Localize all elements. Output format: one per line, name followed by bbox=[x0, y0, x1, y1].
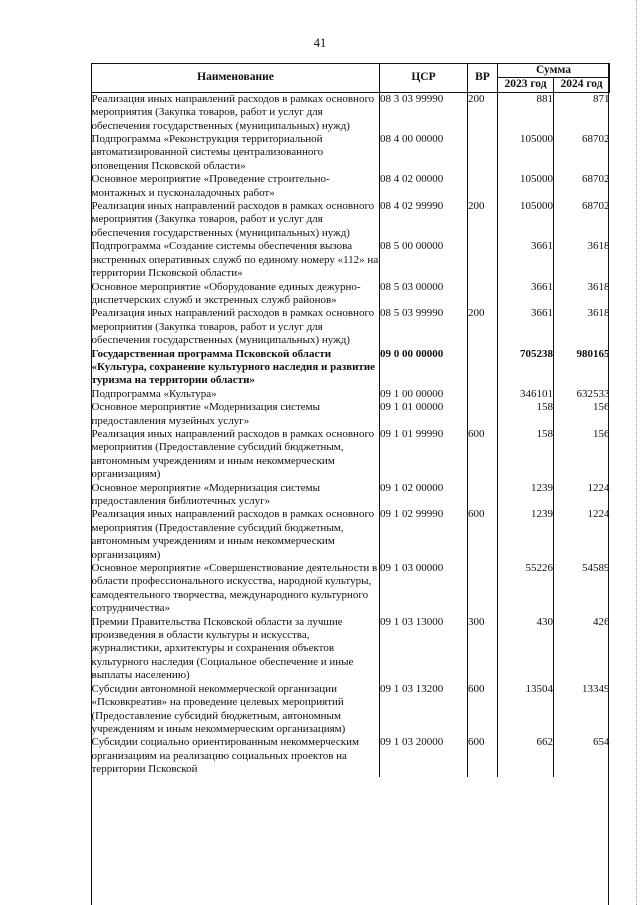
page-edge-line bbox=[636, 0, 637, 905]
row-amount-2024: 68702 bbox=[554, 173, 610, 200]
row-name: Субсидии автономной некоммерческой организации «Псковкреатив» на проведение целевых мероприятий (Предоставление субсидий бюджетным, автономным учреждениям и иным некоммерческим организациям) bbox=[91, 682, 346, 735]
table-left-border bbox=[91, 63, 92, 905]
table-row bbox=[92, 482, 610, 509]
row-name: Реализация иных направлений расходов в рамках основного мероприятия (Закупка товаров, работ и услуг для обеспечения государственных (муниципальных) нужд) bbox=[91, 307, 375, 347]
budget-table bbox=[91, 63, 610, 777]
row-vr: 600 bbox=[468, 683, 498, 737]
table-row bbox=[92, 173, 610, 200]
row-name: Реализация иных направлений расходов в рамках основного мероприятия (Предоставление субсидий бюджетным, автономным учреждениям и иным некоммерческим организациям) bbox=[91, 427, 375, 481]
row-amount-2023: 158 bbox=[498, 401, 554, 428]
row-csr: 08 5 00 00000 bbox=[380, 240, 468, 280]
row-name: Основное мероприятие «Проведение строительно-монтажных и пусконаладочных работ» bbox=[91, 173, 330, 199]
row-csr: 09 1 03 20000 bbox=[380, 736, 468, 776]
row-amount-2024: 426 bbox=[554, 616, 610, 683]
row-vr bbox=[468, 482, 498, 509]
table-row bbox=[92, 200, 610, 240]
row-csr: 09 1 01 99990 bbox=[380, 428, 468, 482]
row-amount-2023: 1239 bbox=[498, 482, 554, 509]
table-row bbox=[92, 133, 610, 173]
row-amount-2023: 3661 bbox=[498, 240, 554, 280]
table-row bbox=[92, 562, 610, 616]
row-vr bbox=[468, 388, 498, 401]
row-vr: 300 bbox=[468, 616, 498, 683]
table-row bbox=[92, 348, 610, 388]
row-amount-2024: 156 bbox=[554, 428, 610, 482]
row-name: Премии Правительства Псковской области за лучшие произведения в области культуры и искусства, журналистики, архитектуры и сохранения объектов культурного наследия (Социальное обеспечение и иные выплаты населению) bbox=[91, 615, 354, 682]
row-amount-2024: 3618 bbox=[554, 281, 610, 308]
header-vr: ВР bbox=[468, 64, 498, 93]
row-csr: 09 1 01 00000 bbox=[380, 401, 468, 428]
row-amount-2024: 1224 bbox=[554, 482, 610, 509]
row-name: Основное мероприятие «Модернизация системы предоставления библиотечных услуг» bbox=[91, 481, 321, 507]
row-vr bbox=[468, 562, 498, 616]
table-row bbox=[92, 508, 610, 562]
row-vr bbox=[468, 173, 498, 200]
table-row bbox=[92, 616, 610, 683]
table-row bbox=[92, 428, 610, 482]
row-csr: 09 1 03 00000 bbox=[380, 562, 468, 616]
row-name: Государственная программа Псковской области «Культура, сохранение культурного наследия и развитие туризма на территории области» bbox=[91, 347, 376, 387]
row-vr: 600 bbox=[468, 508, 498, 562]
row-name: Реализация иных направлений расходов в рамках основного мероприятия (Предоставление субсидий бюджетным, автономным учреждениям и иным некоммерческим организациям) bbox=[91, 508, 375, 561]
row-csr: 09 1 02 99990 bbox=[380, 508, 468, 562]
row-amount-2024: 54589 bbox=[554, 562, 610, 616]
row-vr bbox=[468, 133, 498, 173]
row-amount-2023: 55226 bbox=[498, 562, 554, 616]
row-amount-2023: 662 bbox=[498, 736, 554, 776]
row-amount-2024: 68702 bbox=[554, 133, 610, 173]
table-row bbox=[92, 388, 610, 401]
row-amount-2023: 705238 bbox=[498, 348, 554, 388]
row-csr: 09 1 03 13000 bbox=[380, 616, 468, 683]
row-amount-2024: 156 bbox=[554, 401, 610, 428]
row-amount-2023: 105000 bbox=[498, 173, 554, 200]
header-csr: ЦСР bbox=[380, 64, 468, 93]
row-amount-2023: 3661 bbox=[498, 281, 554, 308]
table-row bbox=[92, 401, 610, 428]
table-row bbox=[92, 307, 610, 347]
row-name: Реализация иных направлений расходов в рамках основного мероприятия (Закупка товаров, работ и услуг для обеспечения государственных (муниципальных) нужд) bbox=[91, 92, 375, 132]
row-vr: 200 bbox=[468, 200, 498, 240]
row-name: Реализация иных направлений расходов в рамках основного мероприятия (Закупка товаров, работ и услуг для обеспечения государственных (муниципальных) нужд) bbox=[91, 200, 375, 239]
table-body bbox=[92, 92, 610, 776]
row-vr bbox=[468, 348, 498, 388]
row-amount-2024: 13349 bbox=[554, 683, 610, 737]
row-amount-2024: 3618 bbox=[554, 307, 610, 347]
row-name: Основное мероприятие «Оборудование единых дежурно-диспетчерских служб и экстренных служб районов» bbox=[91, 280, 361, 306]
row-csr: 08 5 03 00000 bbox=[380, 281, 468, 308]
row-amount-2023: 13504 bbox=[498, 683, 554, 737]
row-amount-2024: 68702 bbox=[554, 200, 610, 240]
row-amount-2023: 105000 bbox=[498, 200, 554, 240]
row-name: Субсидии социально ориентированным некоммерческим организациям на реализацию социальных проектов на территории Псковской bbox=[91, 736, 359, 776]
row-csr: 08 5 03 99990 bbox=[380, 307, 468, 347]
row-amount-2023: 158 bbox=[498, 428, 554, 482]
header-name: Наименование bbox=[92, 64, 380, 93]
row-vr: 600 bbox=[468, 736, 498, 776]
row-vr: 600 bbox=[468, 428, 498, 482]
row-amount-2024: 980165 bbox=[554, 348, 610, 388]
header-year-2024: 2024 год bbox=[554, 78, 610, 92]
row-name: Подпрограмма «Реконструкция территориальной автоматизированной системы централизованного оповещения Псковской области» bbox=[91, 133, 324, 172]
row-amount-2024: 1224 bbox=[554, 508, 610, 562]
table-row bbox=[92, 683, 610, 737]
row-amount-2023: 1239 bbox=[498, 508, 554, 562]
row-csr: 09 1 03 13200 bbox=[380, 683, 468, 737]
header-year-2023: 2023 год bbox=[498, 78, 554, 92]
row-amount-2024: 871 bbox=[554, 92, 610, 133]
row-csr: 08 4 00 00000 bbox=[380, 133, 468, 173]
table-row bbox=[92, 240, 610, 280]
row-csr: 08 4 02 99990 bbox=[380, 200, 468, 240]
row-vr: 200 bbox=[468, 307, 498, 347]
row-amount-2023: 3661 bbox=[498, 307, 554, 347]
row-amount-2023: 430 bbox=[498, 616, 554, 683]
row-amount-2023: 346101 bbox=[498, 388, 554, 401]
table-row bbox=[92, 92, 610, 133]
row-vr bbox=[468, 401, 498, 428]
row-name: Основное мероприятие «Совершенствование деятельности в области профессионального искусства, народной культуры, самодеятельного творчества, международного культурного сотрудничества» bbox=[91, 562, 378, 615]
row-name: Подпрограмма «Создание системы обеспечения вызова экстренных оперативных служб по единому номеру «112» на территории Псковской области» bbox=[91, 240, 379, 280]
row-amount-2024: 654 bbox=[554, 736, 610, 776]
table-right-border bbox=[608, 63, 609, 905]
row-amount-2023: 105000 bbox=[498, 133, 554, 173]
table-row bbox=[92, 281, 610, 308]
row-csr: 09 0 00 00000 bbox=[380, 348, 468, 388]
row-csr: 08 3 03 99990 bbox=[380, 92, 468, 133]
row-amount-2024: 3618 bbox=[554, 240, 610, 280]
row-csr: 09 1 02 00000 bbox=[380, 482, 468, 509]
row-name: Основное мероприятие «Модернизация системы предоставления музейных услуг» bbox=[91, 401, 321, 427]
row-csr: 08 4 02 00000 bbox=[380, 173, 468, 200]
row-vr bbox=[468, 240, 498, 280]
header-sum: Сумма bbox=[498, 64, 610, 78]
row-vr bbox=[468, 281, 498, 308]
row-csr: 09 1 00 00000 bbox=[380, 388, 468, 401]
page-number: 41 bbox=[313, 36, 327, 50]
table-row bbox=[92, 736, 610, 776]
row-amount-2024: 632533 bbox=[554, 388, 610, 401]
row-vr: 200 bbox=[468, 92, 498, 133]
row-amount-2023: 881 bbox=[498, 92, 554, 133]
row-name: Подпрограмма «Культура» bbox=[91, 387, 217, 400]
